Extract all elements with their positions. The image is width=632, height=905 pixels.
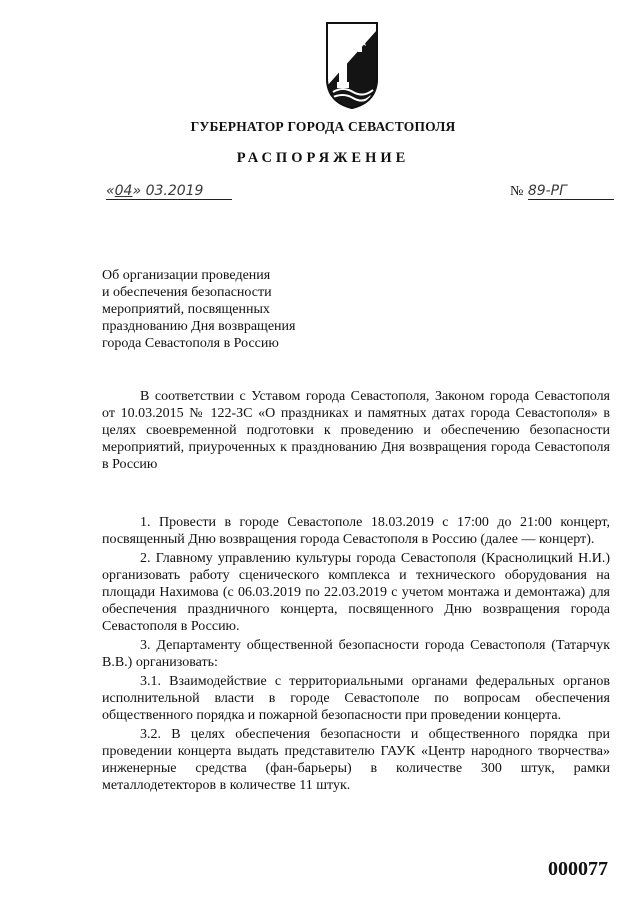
date-open-quote: « <box>106 183 115 199</box>
document-number-field <box>510 183 614 200</box>
number-value: 89-РГ <box>527 183 567 199</box>
item-3: 3. Департаменту общественной безопасности города Севастополя (Татарчук В.В.) организовать: <box>102 638 610 670</box>
subject-line: и обеспечения безопасности <box>102 285 272 300</box>
coat-of-arms-emblem <box>323 20 381 110</box>
preamble <box>102 388 610 473</box>
date-month-year: 03.2019 <box>145 183 204 199</box>
number-sign: № <box>510 184 524 199</box>
preamble-text: В соответствии с Уставом города Севастополя, Законом города Севастополя от 10.03.2015 № 122-ЗС «О праздниках и памятных датах города Севастополя» в целях своевременной подготовки к проведению и обеспечению безопасности мероприятий, приуроченных к празднованию Дня возвращения города Севастополя в Россию <box>102 389 610 472</box>
item-2: 2. Главному управлению культуры города Севастополя (Краснолицкий Н.И.) организовать работу сценического комплекса и технического оборудования на площади Нахимова (с 06.03.2019 по 22.03.2019 с учетом монтажа и демонтажа) для обеспечения праздничного концерта, посвященного Дню возвращения города Севастополя в Россию. <box>102 551 610 634</box>
organization-title: ГУБЕРНАТОР ГОРОДА СЕВАСТОПОЛЯ <box>190 119 456 134</box>
item-1: 1. Провести в городе Севастополе 18.03.2019 с 17:00 до 21:00 концерт, посвященный Дню возвращения города Севастополя в Россию (далее — концерт). <box>102 515 610 547</box>
number-underline <box>528 183 614 200</box>
subject-line: Об организации проведения <box>102 268 271 283</box>
subject-line: празднованию Дня возвращения <box>102 319 296 334</box>
subject-line: мероприятий, посвященных <box>102 302 270 317</box>
item-3-2: 3.2. В целях обеспечения безопасности и общественного порядка при проведении концерта выдать представителю ГАУК «Центр народного творчества» инженерные средства (фан-барьеры) в количестве 300 штук, рамки металлодетекторов в количестве 11 штук. <box>102 727 610 793</box>
document-date <box>106 183 232 200</box>
date-close-quote: » <box>132 183 142 199</box>
page-serial-number: 000077 <box>548 858 608 880</box>
document-body <box>102 514 610 796</box>
item-3-1: 3.1. Взаимодействие с территориальными органами федеральных органов исполнительной власти в городе Севастополе по вопросам обеспечения общественного порядка и пожарной безопасности при проведении концерта. <box>102 674 610 723</box>
date-underline <box>106 183 232 200</box>
date-day: 04 <box>114 183 133 199</box>
document-subject <box>102 267 342 352</box>
document-type-title: РАСПОРЯЖЕНИЕ <box>236 150 410 166</box>
subject-line: города Севастополя в Россию <box>102 336 279 351</box>
